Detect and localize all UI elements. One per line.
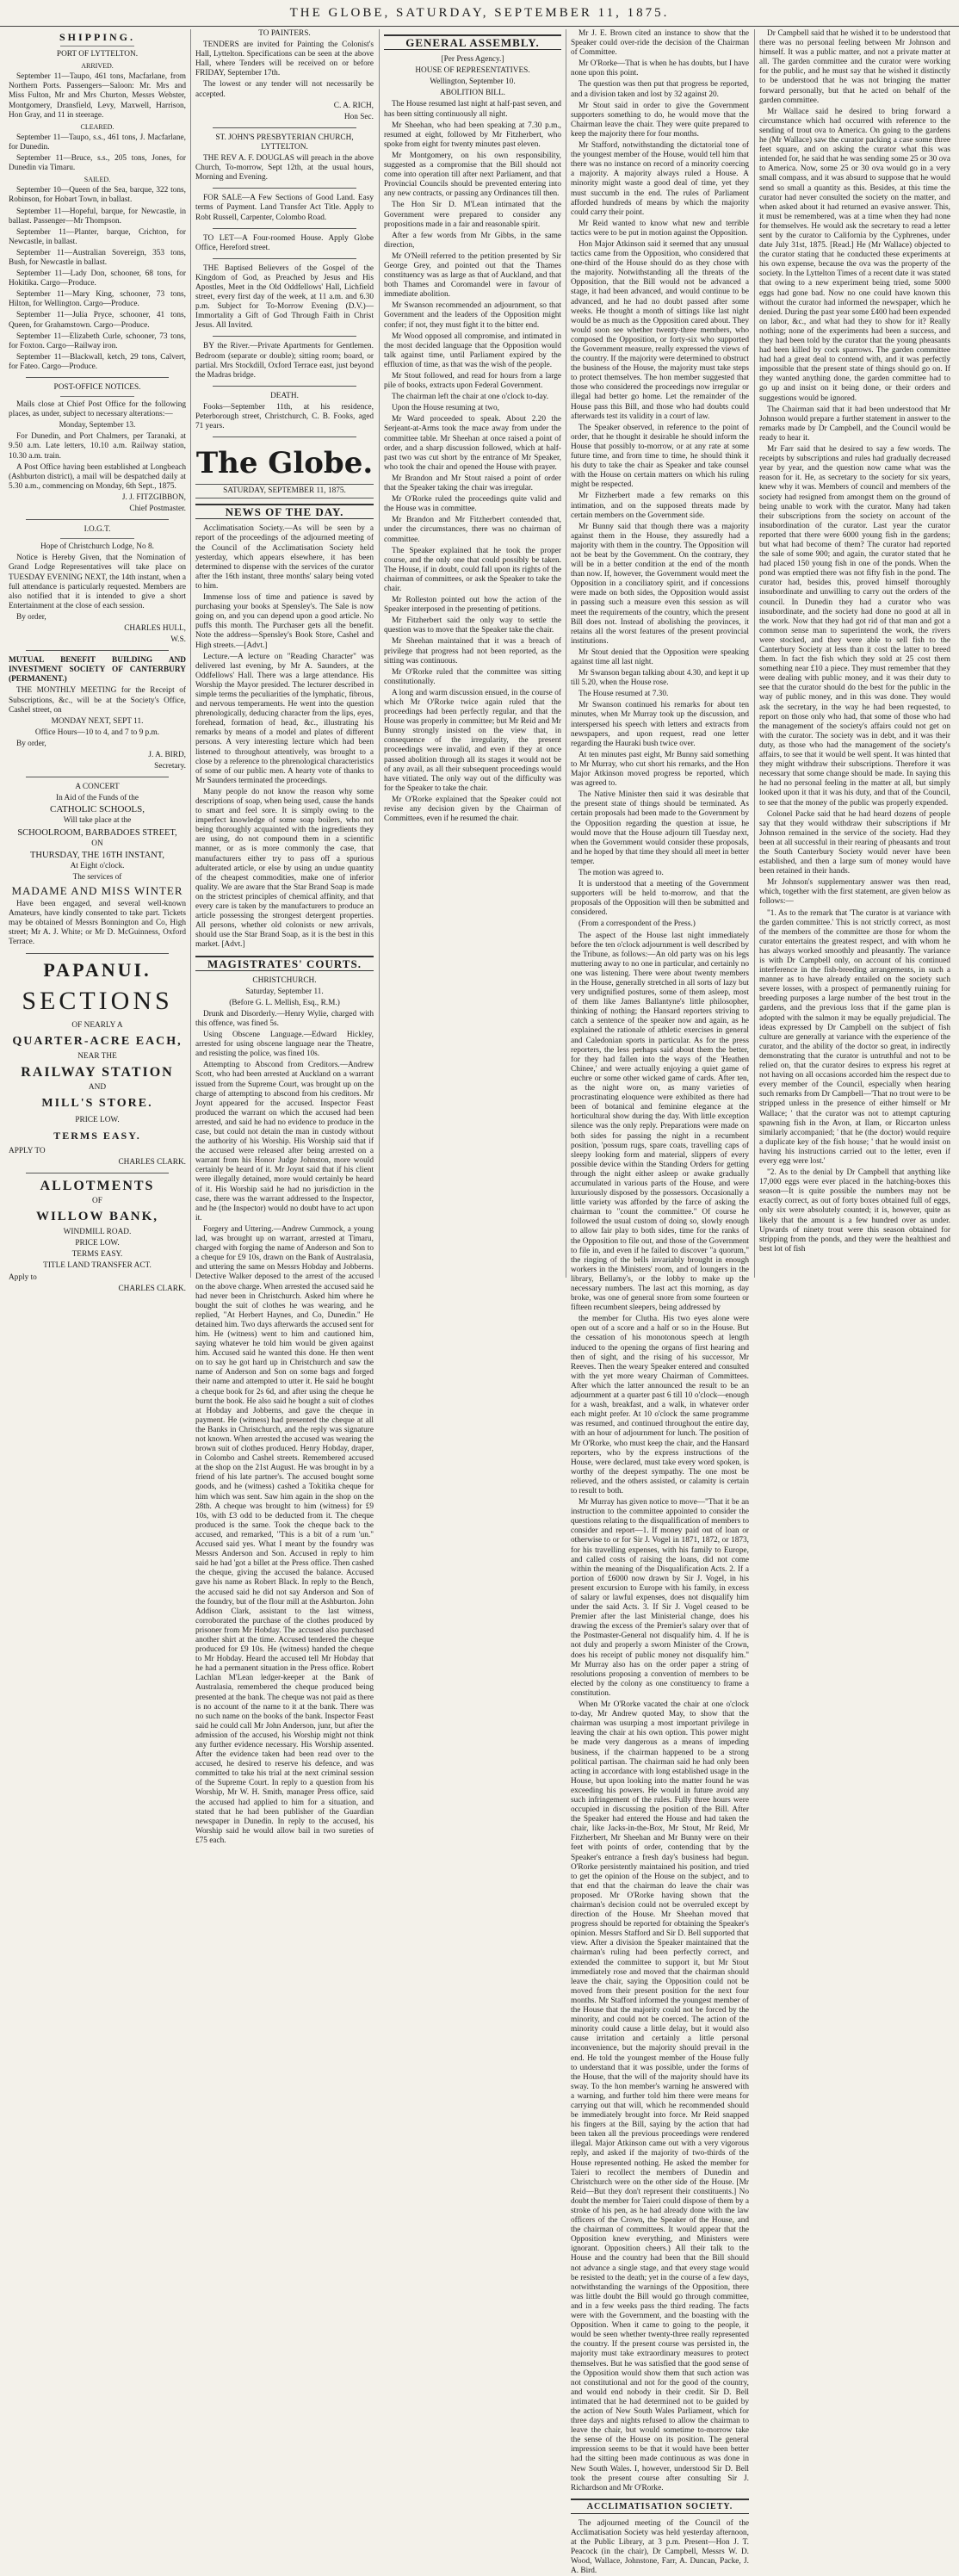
allotments-title: ALLOTMENTS [40,1179,155,1194]
assembly-para: The Speaker explained that he took the proper course, and the only one that could possibly be taken. The House, if in doubt, could fall upon its rights of the chairman of committees, or ask the Speaker to take the chair. [384,546,561,593]
assembly-para: Mr Stafford, notwithstanding the dictatorial tone of the youngest member of the House, would tell him that there was no instance on record of a minority coercing a majority. A majority always ruled a House. A minority might waste a good deal of time, yet they must succumb in the end. The rules of Parliament afforded hundreds of means by which the majority could carry their point. [571,141,749,217]
assembly-para: The House resumed at 7.30. [578,690,669,699]
divider [213,336,356,337]
sections-title: SECTIONS [22,986,173,1015]
assembly-para: Mr Wood opposed all compromise, and intimated in the most decided language that the Opposition would talk against time, until Parliament expired by the effluxion of time, as that was the wish of the people. [384,331,561,369]
concert-line: SCHOOLROOM, BARBADOES STREET, [17,827,177,838]
assembly-para: When Mr O'Rorke vacated the chair at one o'clock to-day, Mr Andrew quoted May, to show that the chairman was usurping a most important privilege in leaving the chair at his own option. This power might be made very dangerous as a means of impeding business, if the chairman happened to be a strong political partisan. The chairman said he had only been acting in accordance with long established usage in the House, but upon looking into the matter found he was exceeding his powers. He would in future avoid any such infringement of the rules. Fully three hours were occupied in discussing the position of the Bill. After the Speaker had entered the House and had taken the chair, like Jacks-in-the-Box, Mr Stout, Mr Reid, Mr Fitzherbert, Mr Sheehan and Mr Bunny were on their feet with points of order, contending that by the Speaker's entrance a fresh day's business had begun. O'Rorke persistently maintained his position, and tried to get the opinion of the House on the subject, and to that end that the chairman do leave the chair was proposed. Mr O'Rorke having shown that the chairman's decision could not be overruled except by direction of the House. Mr Sheehan moved that progress should be reported for obtaining the Speaker's opinion. Messrs Stafford and Sir D. Bell supported that view. After a division the Speaker maintained that the chairman's ruling had been perfectly correct, and extended the committee to support it, but Mr Stout immediately rose and moved that the chairman should leave the chair, saying the Opposition could not be moved from their present position for the next four months. Mr Stafford informed the youngest member of the House that the majority could not be forced by the minority, and could not be coerced. The action of the minority could cause a little delay, but it would also cause irritation and certainly a little personal inconvenience, but the majority should prevail in the end. He told the youngest member of the House fully to understand that it was possible, under the forms of the House, that the will of the majority should have its sway. To the hon member's warning he answered with a warning, and further told him there were means for carrying out that will, which he recommended should be immediately brought into force. Mr Reid snapped his fingers at the Bill, saying by the action that had been taken all the previous proceedings were rendered illegal. Major Atkinson came out with a very vigorous reply, and asked if the majority of two-thirds of the House represented nothing. He asked the member for Taieri to recollect the members of Dunedin and Christchurch were on the other side of the House. [Mr Reid—But they don't represent their constituents.] No doubt the member for Taieri could dispose of them by a stroke of his pen, as he had already done with the law officers of the Crown, the Speaker of the House, and the chairman of committees. It would appear that the Opposition knew everything, and Ministers were ignorant. Opposition cheers.) All their talk to the House and the country had been that the Bill should not advance a single stage, and that every stage would be resisted to the death; yet in the course of a few days, notwithstanding the warnings of the Opposition, there was little doubt the Bill would go through committee, and in a few weeks pass the third reading. The facts were with the Government, and the boasting with the Opposition. When it came to going to the people, it would be seen whether twenty-three really represented the country. If the present course was persisted in, the majority must take extraordinary measures to protect themselves. But he was satisfied that the good sense of the Opposition would show them that such action was not constitutional and not for the good of the country, and would end nobody in their credit. Sir D. Bell intimated that he had determined not to be guided by the action of New South Wales Parliament, which for three days and nights refused to allow the chairman to leave the chair, but would sometime to-morrow take the sense of the House on its position. The general impression seems to be that it would have been better had the sitting been made continuous as was done in New South Wales. I, however, understood Sir D. Bell took the present course after consulting Sir J. Richardson and Mr O'Rorke. [571,1700,749,2492]
acclimatisation-para: "2. As to the denial by Dr Campbell that anything like 17,000 eggs were ever placed in the hatching-boxes this season—It is quite possible the numbers may not be exactly correct, as out of forty boxes obtained full of eggs, only six were absolutely counted; it is, however, quite as likely that the amount is a few hundred over as under. Upwards of ninety trout were this season obtained for stripping from the ponds, and they were the healthiest and best lot of fish [759,1168,950,1254]
assembly-agency: [Per Press Agency.] [441,55,504,65]
concert-line: THURSDAY, THE 16TH INSTANT, [30,850,164,860]
allotments-apply-name: CHARLES CLARK. [118,1284,186,1293]
papanui-title: PAPANUI. [43,958,152,981]
to-let-body: TO LET—A Four-roomed House. Apply Globe Office, Hereford street. [195,233,374,252]
assembly-para: Mr O'Rorke ruled that the committee was sitting constitutionally. [384,667,561,686]
mutual-by-order: By order, [16,739,46,748]
globe-title: The Globe. [195,446,374,481]
news-heading: NEWS OF THE DAY. [195,504,374,519]
assembly-para: Mr Murray has given notice to move—"That it be an instruction to the committee appointed to consider the questions relating to the disqualification of members to consider and report—1. If money paid out of loan or otherwise to or for Sir J. Vogel in 1871, 1872, or 1873, for his travelling expenses, with his family to Europe, and called costs of raising the loans, did not come within the meaning of the Disqualification Acts. 2. If a portion of £6000 now drawn by Sir J. Vogel, in his present excursion to Europe with his family, in excess of salary or lawful expenses, does not disqualify him under the said Acts. 3. If Sir J. Vogel ceased to be Premier after the last Ministerial change, does his drawing the excess of the Premier's salary over that of the Postmaster-General not disqualify him. 4. If he is not duly and properly a sworn Minister of the Crown, does his receipt of public money not disqualify him." Mr Murray also has on the order paper a string of resolutions proposing a convention of members to be elected by the colony as one constituency to frame a constitution. [571,1498,749,1698]
painters-signed: C. A. RICH, [333,101,374,110]
assembly-para: A long and warm discussion ensued, in the course of which Mr O'Rorke twice again ruled that the proceedings had been perfectly regular, and that the House was properly in committee; but Mr Reid and Mr Bunny strongly insisted on the view that, in consequence of the irregularity, the present proceedings were invalid, and even if they at once passed abolition through all its stages it would not be of any avail, as all their subsequent proceedings would have vitiated. The only way out of the difficulty was for the Speaker to take the chair. [384,688,561,793]
acclimatisation-para: Mr Johnson's supplementary answer was then read, which, together with the first statement, are given below as follows:— [759,878,950,907]
divider [213,258,356,259]
assembly-para: Mr Swanson continued his remarks for about ten minutes, when Mr Murray took up the discussion, and interspersed his speech with letters and extracts from newspapers, and upon request, read one letter regarding the Hauraki bush twice over. [571,701,749,748]
acclimatisation-para: Mr Wallace said he desired to bring forward a circumstance which had occurred with reference to the sending of trout ova to America. On going to the gardens he (Mr Wallace) saw the curator packing a case some three feet square, and on asking the curator what this was intended for, he said that he was sending some 25 or 30 ova to America. Now, some 25 or 30 ova would go in a very small compass, and it was absurd to suppose that he would send so small a quantity as this. Besides, at this time the curator had never consulted the society on the matter, and when asked about it had returned an evasive answer. This, it must be remembered, was at a time when they had none for themselves. He would ask the secretary to read a letter sent by the curator to California by the Cyphrenes, under date July 31st, 1875. [Read.] He (Mr Wallace) objected to the curator stating that he conducted these experiments at his own expense, because the ova was the property of the society. In the Lyttelton Times of a recent date it was stated that owing to a new experiment being tried, some 5000 eggs had gone bad. Now no one could have known this without the curator had informed the newspaper, which he denied. During the past year some £400 had been expended on labor, &c., and what had they to show for it? Really nothing; none of the experiments had been a success, and they had been told by the curator that the young pheasants had been killed by cock sparrows. The garden committee had had a great deal to contend with, and it was perfectly impossible that the present state of things should go on. If they wanted anything done, the garden committee had to go up and insist on it being done, or their orders and suggestions would be ignored. [759,107,950,403]
assembly-para: Mr Brandon and Mr Fitzherbert contended that, under the circumstances, there was no chairman of committee. [384,516,561,544]
divider [213,188,356,189]
masthead-title: THE GLOBE, SATURDAY, SEPTEMBER 11, 1875. [289,6,670,20]
assembly-para: Mr O'Rorke—That is when he has doubts, but I have none upon this point. [571,59,749,78]
papanui-apply: APPLY TO [9,1146,46,1155]
column-2 [195,29,374,1845]
death-body: Fooks—September 11th, at his residence, Peterborough street, Christchurch, C. B. Fooks, aged 71 years. [195,402,374,431]
assembly-para: The House resumed last night at half-past seven, and has been sitting continuously all night. [384,100,561,119]
assembly-para: It is understood that a meeting of the Government supporters will be held to-morrow, and that the proposals of the Opposition will then be submitted and considered. [571,880,749,918]
iogt-signed: CHARLES HULL, [124,623,186,633]
assembly-para: Mr Fitzherbert made a few remarks on this intimation, and on the supposed threats made by certain members on the Government side. [571,492,749,520]
baptised-body: THE Baptised Believers of the Gospel of the Kingdom of God, as Preached by Jesus and His Apostles, Meet in the Old Oddfellows' Hall, Lichfield street, every first day of the week, at 11 a.m. and 6.30 p.m. Subject for To-Morrow Evening (D.V.)—Immortality a Gift of God Through Faith in Christ Jesus. All Invited. [195,263,374,331]
assembly-para: The Native Minister then said it was desirable that the present state of things should be terminated. As certain proposals had been made to the Government by the Opposition regarding the question at issue, he would move that the House adjourn till Tuesday next, when the Government would consider these proposals, and he hoped by that time they should all meet in better temper. [571,790,749,866]
papanui-line: NEAR THE [77,1051,117,1061]
assembly-para: Upon the House resuming at two, [392,404,499,413]
assembly-para: The question was then put that progress be reported, and a division taken and lost by 32 against 20. [571,80,749,99]
news-para: Many people do not know the reason why some descriptions of soap, when being used, cause the hands to smart and feel sore. It is simply owing to the imperfect knowledge of some soap boilers, who not being thoroughly acquainted with the ingredients they are using, do not compound them in a scientific manner, or as is more commonly the case, that manufacturers either try to pass off a spurious adulterated article, or else by using an undue quantity of the cheapest commodities, make one of inferior quality. We are aware that the Star Brand Soap is made on the strictest principles of chemical affinity, and that every care is taken by the manufacturers to produce an article possessing the strongest detergent properties. All persons, whether old colonists or new arrivals, should use the Star Brand Soap, as it is the best in this market. [Advt.] [195,787,374,950]
assembly-para: After a few words from Mr Gibbs, in the same direction, [384,231,561,250]
papanui-line: AND [88,1082,107,1092]
concert-heading: A CONCERT [75,783,120,792]
assembly-para: Mr Rolleston pointed out how the action of the Speaker interposed in the presenting of petitions. [384,596,561,615]
assembly-para: Mr Bunny said that though there was a majority against them in the House, they assuredly had a majority with them in the country. The Opposition will not be beat by the Government. On the contrary, they will be in a better condition at the end of the month than now. If, however, the Government would meet the Opposition in a conciliatory spirit, and if concessions were made on both sides, the Opposition would assist in passing such a measure even this session as will meet the requirements of the country, which the present Bill does not. Instead of abolishing the provinces, it retains all the worst features of the present provincial institutions. [571,522,749,646]
column-3 [384,29,561,1283]
allotments-road: WINDMILL ROAD. [63,1228,132,1237]
assembly-para: Mr Stout denied that the Opposition were speaking against time all last night. [571,647,749,666]
acclimatisation-para: The Chairman said that it had been understood that Mr Johnson would prepare a further statement in answer to the remarks made by Dr Campbell, and the Council would be ready to hear it. [759,405,950,443]
allotments-terms: TERMS EASY. [71,1250,123,1260]
concert-line: At Eight o'clock. [70,861,125,870]
iogt-body: Notice is Hereby Given, that the Nomination of Grand Lodge Representatives will take place on TUESDAY EVENING NEXT, the 14th instant, when a full attendance is particularly requested. Members are also notified that it is intended to give a short Entertainment at the close of each session. [9,554,186,610]
assembly-para: The chairman left the chair at one o'clock to-day. [392,393,549,402]
concert-line: ON [91,839,103,848]
divider [26,650,169,651]
divider [60,538,134,539]
concert-line: CATHOLIC SCHOOLS, [49,804,145,815]
concert-line: The services of [72,872,122,882]
allotments-willow: WILLOW BANK, [35,1210,159,1224]
assembly-body [384,100,561,824]
arrived-entry: September 11—Taupo, 461 tons, Macfarlane, from Northern Ports. Passengers—Saloon: Mr. Mrs and Miss Fulton, Mr and Mrs Churton, Messrs Webster, Montgomery, Dransfield, Levy, Maxwell, Harrison, Hon Gray, and 11 in steerage. [9,72,186,120]
for-sale-body: FOR SALE—A Few Sections of Good Land. Easy terms of Payment. Land Transfer Act Title. Apply to Robt Russell, Carpenter, Colombo Road. [195,194,374,222]
mutual-title: Secretary. [154,762,186,771]
assembly-para: The aspect of the House last night immediately before the ten o'clock adjournment is well described by the Tribune, as follows:—An old party was on his legs muttering away to no one in particular, and certainly no one was listening. There were about twenty members in the House, generally stretched in all sorts of lazy but very undignified postures, some of them asleep, most of them like James Ballantyne's little philosopher, thinking of nothing; the Hansard reporters striving to catch a sentence of the speaker now and again, as he explained the rationale of athletic exercises in general and Caledonian sports in particular. As for the press reporters, the less perhaps said about them the better, for they had fallen into the ways of the 'Heathen Chinee,' and were actually enjoying a quiet game of euchre or some other wicked game of cards. After ten, as the night wore on, as many varieties of procrastinating eloquence were exhibited as there had been of botanical and feminine elegance at the horticultural show during the day. With little exception silence was the only reply. Preparations were made on both sides for passing the night in a recumbent position, 'possum rugs, spare coats, travelling caps of sleepy looking form and material, slippers of every possible device within the Standing Orders for getting through the night either asleep or awake gradually accumulated in various parts of the House, and were luxuriously disposed by the possessors. Occasionally a little variety was afforded by the farce of asking the chairman to "count the committee." Of course he followed the usual custom of doing so, slowly enough to allow fair play to both sides, time for the ranks of the Opposition to file out, and those of the Government to file in, and even if he failed to discover "a quorum," the ringing of the bells invariably brought in enough workers in the Ministers' room, and of loungers in the library, Bellamy's, or the lobby to make up the necessary numbers. The last act this morning, as day broke, was one of general snore from some fourteen or fifteen recumbent sleepers, being addressed by [571,931,749,1313]
iogt-title: W.S. [170,635,186,645]
allotments-title-act: TITLE LAND TRANSFER ACT. [43,1261,152,1271]
assembly-subhead: ABOLITION BILL. [440,89,505,98]
papanui-mills: MILL'S STORE. [41,1096,153,1110]
magistrates-bench: (Before G. L. Mellish, Esq., R.M.) [229,998,340,1007]
death-heading: DEATH. [270,391,299,400]
painters-title: Hon Sec. [343,112,374,121]
painters-body: The lowest or any tender will not necessarily be accepted. [195,80,374,99]
port-heading: PORT OF LYTTELTON. [56,50,139,59]
assembly-para: Mr Sheehan, who had been speaking at 7.30 p.m., resumed at eight, followed by Mr Fitzherbert, who spoke from eight for twenty minutes past eleven. [384,121,561,149]
divider [213,127,356,128]
river-body: BY the River.—Private Apartments for Gentlemen. Bedroom (separate or double); sitting room; board, or partial. Mrs Stockdill, Oxford Terrace east, just beyond the Madras bridge. [195,342,374,380]
mutual-signed: J. A. BIRD, [148,751,186,759]
church-heading: ST. JOHN'S PRESBYTERIAN CHURCH, LYTTELTON. [215,133,354,152]
masthead [0,0,959,27]
sailed-entry: September 11—Planter, barque, Crichton, for Newcastle, in ballast. [9,227,186,246]
column-5 [759,29,950,1283]
assembly-house: HOUSE OF REPRESENTATIVES. [415,66,530,76]
acclimatisation-para: Colonel Packe said that he had heard dozens of people say that they would withdraw their subscriptions if Mr Johnson remained in the service of the society. Had they been at all successful in their rearing of pheasants and trout the South Canterbury Society would never have been established, and then a large sum of money would have been retained in their hands. [759,809,950,876]
papanui-terms: TERMS EASY. [53,1129,141,1142]
assembly-para: The motion was agreed to. [578,868,664,877]
iogt-lodge: Hope of Christchurch Lodge, No 8. [40,542,154,552]
column-1 [9,29,186,1293]
assembly-para: Mr O'Neill referred to the petition presented by Sir George Grey, and pointed out that the Thames constituency was as large as that of Auckland, and that both Thames and Coromandel were in favour of immediate abolition. [384,251,561,300]
acclimatisation-para: Dr Campbell said that he wished it to be understood that there was no personal feeling between Mr Johnson and himself. It was a public matter, and not a private matter at all. The garden committee and the curator were working for the public, and he must say that he wished it distinctly to be understood that he was not bringing the matter forward personally, but that he acted on behalf of the garden committee. [759,29,950,105]
assembly-para: At ten minutes past eight, Mr Bunny said something to Mr Murray, who cut short his remarks, and the Hon Major Atkinson moved progress be reported, which was agreed to. [571,750,749,789]
concert-line: Will take place at the [63,816,132,826]
post-office-day: Monday, September 13. [59,421,136,430]
allotments-price: PRICE LOW. [75,1239,120,1248]
allotments-line: OF [92,1197,102,1206]
assembly-para: Mr Sheehan maintained that it was a breach of privilege that progress had not been reported, as the sitting was continuous. [384,637,561,666]
assembly-para: Mr Stout said in order to give the Government supporters something to do, he would move that the Chairman leave the chair. They were quite prepared to keep the majority there for four months. [571,101,749,139]
post-office-signed-title: Chief Postmaster. [129,505,186,514]
sailed-entry: September 11—Lady Don, schooner, 68 tons, for Hokitika. Cargo—Produce. [9,269,186,288]
mutual-body: THE MONTHLY MEETING for the Receipt of Subscriptions, &c., will be at the Society's Office, Cashel street, on [9,686,186,715]
arrived-label: ARRIVED. [81,62,114,71]
shipping-heading: SHIPPING. [59,31,135,43]
mutual-heading: MUTUAL BENEFIT BUILDING AND INVESTMENT SOCIETY OF CANTERBURY (PERMANENT.) [9,656,186,684]
assembly-para: Mr Montgomery, on his own responsibility, suggested as a compromise that the Bill should not come into operation till after next Parliament, and that Provincial Councils should be prevented entering into any new contracts, or passing any Ordinances till then. [384,151,561,199]
magistrates-court: CHRISTCHURCH. [252,975,317,985]
allotments-apply: Apply to [9,1273,37,1282]
divider [213,228,356,229]
assembly-para: (From a correspondent of the Press.) [578,920,696,929]
magistrates-para: Drunk and Disorderly.—Henry Wylie, charged with this offence, was fined 5s. [195,1009,374,1028]
iogt-by-order: By order, [16,612,46,622]
iogt-heading: I.O.G.T. [84,525,111,535]
globe-dateline: SATURDAY, SEPTEMBER 11, 1875. [195,484,374,498]
painters-body: TENDERS are invited for Painting the Colonist's Hall, Lyttelton. Specifications can be seen at the above Hall, where Tenders will be received on or before FRIDAY, September 17th. [195,40,374,78]
assembly-para: Mr Reid wanted to know what new and terrible tactics were to be put in motion against the Opposition. [571,219,749,238]
divider [26,519,169,520]
assembly-para: Mr J. E. Brown cited an instance to show that the Speaker could over-ride the decision of the Chairman of Committee. [571,29,749,58]
mutual-hours: Office Hours—10 to 4, and 7 to 9 p.m. [34,728,160,737]
assembly-para: the member for Clutha. His two eyes alone were open out of a score and a half or so in the House. But the cessation of his monotonous speech at length induced to the opening the organs of first hearing and then of sight, and the rising of his successor, Mr Reeves. Then the weary Speaker entered and consulted with the yet more weary Chairman of Committees. After which the latter announced the result to be an adjournment at a quarter past 6 till 10 o'clock—enough for a wash, breakfast, and a walk, in whatever order each might prefer. At 10 o'clock the same programme was resumed, and continued throughout the entire day, with an hour of adjournment for lunch. The position of Mr O'Rorke, who must keep the chair, and the Hansard reporters, who by the express instructions of the House, were declared, must take every word spoken, is worthy of the deepest sympathy. The one most be relieved, and the others assisted, or calamity is certain to result to both. [571,1315,749,1495]
concert-body: Have been engaged, and several well-known Amateurs, have kindly consented to take part. Tickets may be obtained of Messrs Bonnington and Co, High street; Mr A. J. White; or Mr D. McGuinness, Oxford Terrace. [9,900,186,947]
assembly-dateline: Wellington, September 10. [430,77,516,87]
assembly-para: Mr O'Rorke ruled the proceedings quite valid and the House was in committee. [384,495,561,514]
magistrates-para: Using Obscene Language.—Edward Hickley, arrested for using obscene language near the Theatre, and resisting the police, was fined 10s. [195,1031,374,1059]
assembly-body-continued [571,29,749,2493]
assembly-para: Mr Swanson recommended an adjournment, so that Government and the leaders of the Opposition might confer; if not, they must fight it to the bitter end. [384,301,561,330]
column-rule [379,29,380,1278]
papanui-railway: RAILWAY STATION [21,1064,174,1080]
divider [26,953,169,954]
acclimatisation-body: The adjourned meeting of the Council of the Acclimatisation Society was held yesterday afternoon, at the Public Library, at 3 p.m. Present—Hon J. T. Peacock (in the chair), Dr Campbell, Messrs W. D. Wood, Wallace, Johnstone, Farr, A. Duncan, Packe, J. A. Bird. [571,2518,749,2576]
concert-line: In Aid of the Funds of the [55,794,139,803]
assembly-para: Mr Fitzherbert said the only way to settle the question was to move that the Speaker take the chair. [384,616,561,635]
papanui-price: PRICE LOW. [75,1115,120,1124]
papanui-apply-name: CHARLES CLARK. [118,1157,186,1167]
column-4 [571,29,749,2576]
assembly-para: The Speaker observed, in reference to the point of order, that he thought it desirable he should inform the House that possibly to-morrow, or at any rate at some future time, and from time to time, he should think it his duty to take the chair as Speaker and take counsel with the House on certain matters on which his ruling might be respected. [571,423,749,490]
church-body: THE REV A. F. DOUGLAS will preach in the above Church, To-morrow, Sept 12th, at the usual hours, Morning and Evening. [195,154,374,183]
assembly-para: Mr Stout followed, and read for hours from a large pile of books, extracts upon Federal Government. [384,372,561,391]
acclimatisation-para: Mr Farr said that he desired to say a few words. The receipts by subscriptions and rules had gradually decreased year by year, and the question now came what was the reason for it. He, as secretary to the society for six years, knew why it was. Members of council and members of the society had resigned from amongst them on the ground of being unable to work with the curator. Many had taken their subscriptions from the society on account of the insubordination of the curator. Last year the curator reported that there were 6000 young fish in the gardens; but what had become of them? The curator had reported the sale of some 900; and again, the curator stated that he had placed 150 young fish in one of the ponds. When the pond was emptied there was not fifty fish in the pond. The curator had, besides this, proved himself thoroughly insubordinate and unwilling to carry out the orders of the council. In Dunedin they had a curator who was insubordinate, and the society had done no good at all in the work. Now that they had got rid of that man and got a common sense man to superintend the work, the rivers were stocked, and they were able to sell fish to the Canterbury Society at less than it cost the latter to breed them. In fact the fish which they sold at 25 cost them something near £10 a piece. They must remember that they were dealing with public money, and it was their duty to see that the curator should do the best for the public in the way of public money, and in this was done. They would ask the secretary, in the way he had been requested, to report on those only who had, that some of those who had the management of the society's affairs could not get on with the curator. The society was in debt, and it was their duty, as those who had the management of the society's affairs, to see that it would be well spent. It was hinted that they might withdraw their subscriptions. Therefore it was necessary that some change should be made. In saying this he had no personal feeling in the matter at all, but simply looked upon it that it was his duty, and that of the Council, to see that the money of the public was properly expended. [759,445,950,808]
assembly-para: Mr O'Rorke explained that the Speaker could not revise any decision given by the Chairman of Committees, even if he resumed the chair. [384,795,561,824]
sailed-entry: September 11—Elizabeth Curle, schooner, 73 tons, for Foxton. Cargo—Railway iron. [9,331,186,350]
column-rule [754,29,755,1278]
post-office-body: A Post Office having been established at Longbeach (Ashburton district), a mail will be despatched daily at 5.30 a.m., commencing on Monday, 6th Sept., 1875. [9,462,186,491]
post-office-heading: POST-OFFICE NOTICES. [53,383,141,392]
magistrates-para: Forgery and Uttering.—Andrew Cummock, a young lad, was brought up on warrant, arrested at Timaru, charged with forging the name of Anderson and Son to a cheque for £9 10s, drawn on the Bank of Australasia, and uttering the same on Messrs Hobday and Jobberns. Detective Walker deposed to the arrest of the accused on the above charge. When arrested the accused said he had never been in Christchurch. Asked him where he bought the suit of clothes he was wearing, and he replied, "At Herbert Haynes, and Co, Dunedin." He detained him. Two days afterwards the accused sent for him. He (witness) went to him and cautioned him, saying whatever he told him would be given against him. Accused said he wanted this done. He then went on to say he got hard up in Christchurch and saw the name of Anderson and Son on some bags and forged their name and attempted to utter it. He said he bought a cheque book for 2s 6d, and after using the cheque he burnt the book. He also said he bought a suit of clothes at Hobday and Jobberns, and gave the cheque in payment. He (witness) had presented the cheque at all the Banks in Christchurch, and the reply was signature not known. When arrested the accused was wearing the brown suit of clothes produced. Henry Hobday, draper, in Colombo and Cashel streets. Remembered accused at the shop on the 21st August. He was brought in by a friend of his late partner's. The accused bought some goods, and he (witness) cashed a Tokitika cheque for him which was sent. Saw him again in the shop on the 28th. A cheque was brought to him (witness) for £9 10s, with £3 odd to be deducted from it. The cheque produced is the same. Took the cheque back to the accused, and remarked, "This is a bit of a rum 'un." Accused said yes. What I meant by the foundry was Messrs Anderson and Son. Accused in reply to him said he had 'got a billet at the Press office. Then cashed the cheque, giving the accused the balance. Accused gave his name as Robert Black. In reply to the Bench, the accused said he did not say Anderson and Son of the foundry, but of the flour mill at the Ashburton. John Addison Clark, assistant to the last witness, corroborated the purchase of the clothes produced by prisoner from Mr Hobday. The accused also purchased another shirt at the time. Accused tendered the cheque produced for £9 10s. He (witness) handed the cheque to Mr Hobday. Heard the accused tell Mr Hobday that he had a permanent situation in the Press office. Robert Lachlan M'Lean ledger-keeper at the Bank of Australasia, remembered the cheque produced being presented at the bank. The cheque was not paid as there is no account of the name to it at the bank. There was no such name on the books of the bank. Inspector Feast said he could call Mr John Anderson, junr, but after the admission of the accused, his Worship might not think any further evidence necessary. His Worship assented. After the evidence taken had been read over to the accused, he desired to reserve his defence, and was committed to take his trial at the next criminal session of the Supreme Court. In reply to a question from his Worship, Mr W. H. Smith, manager Press office, said the accused had applied to him for a situation, and stated that he had been publisher of the Guardian newspaper in Dunedin. In reply to the accused, his Worship said he would allow bail in two sureties of £75 each. [195,1224,374,1845]
news-para: Immense loss of time and patience is saved by purchasing your books at Spensley's. The Sale is now going on, and you can depend upon a good article. No puffs this month. The Purchaser gets all the benefit. Note the address—Spensley's Book Store, Cashel and High streets.—[Advt.] [195,593,374,650]
papanui-quarter: QUARTER-ACRE EACH, [12,1034,183,1048]
assembly-para: Mr Brandon and Mr Stout raised a point of order that the Speaker taking the chair was irregular. [384,474,561,493]
sailed-entry: September 11—Hopeful, barque, for Newcastle, in ballast. Passenger—Mr Thompson. [9,207,186,226]
assembly-para: The Hon Sir D. M'Lean intimated that the Government were prepared to consider any propositions made in a fair and reasonable spirit. [384,201,561,229]
post-office-signed: J. J. FITZGIBBON, [121,492,186,502]
magistrates-para: Attempting to Abscond from Creditors.—Andrew Scott, who had been arrested at Auckland on a warrant issued from the Supreme Court, was brought up on the charge of attempting to abscond from his creditors. Mr Joynt appeared for the accused. Inspector Feast produced the warrant on which the accused had been arrested, and said he had no evidence to produce in the case, but could not detain the man in custody without the authority of his Worship. His Worship said that if the accused were released after being arrested on a warrant from his Honor Judge Johnston, more would certainly be heard of it. Mr Joynt said that if his client were illegally detained, more would certainly be heard of it. His Worship said he had no jurisdiction in the case, there was the warrant addressed to the Inspector, and he (the Inspector) would no doubt have to act upon it. [195,1061,374,1223]
post-office-intro: Mails close at Chief Post Office for the following places, as under, subject to necessary alterations:— [9,400,186,419]
news-para: Lecture.—A lecture on "Reading Character" was delivered last evening, by Mr A. Saunders, at the Oddfellows' Hall. There was a large attendance. His Worship the Mayor presided. The lecturer described in simple terms the peculiarities of the lymphatic, fibrous, and nervous temperaments. He went into the question phrenologically, deducing character from the lips, eyes, forehead, formation of head, &c., illustrating his remarks by means of a model and plates of different persons. A very interesting lecture which had been listened to throughout attentively, was brought to a close by a reference to the phrenological characteristics of some of our public men. A hearty vote of thanks to Mr Saunders terminated the proceedings. [195,652,374,785]
news-para: Acclimatisation Society.—As will be seen by a report of the proceedings of the adjourned meeting of the Council of the Acclimatisation Society held yesterday, which appears elsewhere, it has been determined to dispense with the services of the curator after the 16th instant, three months' salary being voted to him. [195,524,374,591]
post-office-body: For Dunedin, and Port Chalmers, per Taranaki, at 9.50 a.m. Late letters, 10.10 a.m. Railway station, 10.30 a.m. train. [9,432,186,461]
sailed-entry: September 10—Queen of the Sea, barque, 322 tons, Robinson, for Hobart Town, in ballast. [9,186,186,205]
sailed-entry: September 11—Mary King, schooner, 73 tons, Hilton, for Wellington. Cargo—Produce. [9,290,186,309]
cleared-entry: September 11—Taupo, s.s., 461 tons, J. Macfarlane, for Dunedin. [9,133,186,152]
acclimatisation-heading: ACCLIMATISATION SOCIETY. [571,2499,749,2514]
mutual-date: MONDAY NEXT, SEPT 11. [51,716,144,726]
divider [26,377,169,378]
cleared-label: CLEARED. [80,122,114,131]
assembly-para: Mr Swanson began talking about 4.30, and kept it up till 5.20, when the House rose. [571,669,749,688]
assembly-body-continued [759,29,950,1254]
magistrates-heading: MAGISTRATES' COURTS. [195,956,374,971]
sailed-entry: September 11—Blackwall, ketch, 29 tons, Calvert, for Fateo. Cargo—Produce. [9,352,186,371]
divider [60,396,134,397]
divider [213,386,356,387]
sailed-entry: September 11—Australian Sovereign, 353 tons, Bush, for Newcastle in ballast. [9,248,186,267]
column-rule [190,29,191,1278]
assembly-para: Hon Major Atkinson said it seemed that any unusual tactics came from the Opposition, who considered that one-third of the House should do as they chose with the majority. Notwithstanding all the threats of the Opposition, that the Bill would not be advanced a stage, it had been advanced, and would continue to be advanced, and he had no doubt passed after some weeks. He thought a month of sittings like last night would be as much as the Opposition cared about. They would soon see whether twenty-three members, who composed the Opposition, or forty-six who supported the Government measure, really expressed the views of the country. If the majority were determined to obstruct the business of the House, the majority must take steps to protect themselves. The hon member suggested that those who considered the proceedings now irregular or illegal had better go home. Let the remainder of the House pass this Bill, and those who had doubts could afterwards test its validity in a court of law. [571,239,749,421]
concert-names: MADAME AND MISS WINTER [11,884,183,898]
assembly-heading: GENERAL ASSEMBLY. [384,34,561,50]
painters-heading: TO PAINTERS. [258,29,311,38]
sailed-entry: September 11—Julia Pryce, schooner, 41 tons, Queen, for Grahamstown. Cargo—Produce. [9,311,186,330]
acclimatisation-para: "1. As to the remark that 'The curator is at variance with the garden committee.' This is not strictly correct, as most of the members of the committee are those for whom the curator entertains the greatest respect, and with whom he has always worked smoothly and pleasantly. The variance is with Dr Campbell only, on account of his continued interference in the fish-breeding arrangements, in such a manner as to have already entailed on the society such severe losses, with a prospect of permanently ruining for breeding purposes a large number of the best trout in the gardens, and the previous loss that if the game plan is adopted with the salmon it may be equally prejudicial. The ideas expressed by Dr Campbell on the subject of fish culture are generally at variance with the experience of the curator, and the ability of the doctor so great, in indirectly demonstrating that the curator is untruthful and not to be relied on, that the curator desires to express his regret at not having on all occasions accorded him the respect due to every member of the Council, especially when hearing such remarks from Dr Campbell—'That no trout were to be stripped unless in the presence of either himself or Mr Wallace; ' that the curator was not to attempt capturing spawning fish in the Avon, at Ilam, or Riccarton unless similarly accompanied; ' that he (the doctor) would require a duplicate key of the fish house; ' that he would insist on having his instructions carried out to the letter, even if every egg were lost.' [759,908,950,1166]
sailed-label: SAILED. [84,176,111,184]
cleared-entry: September 11—Bruce, s.s., 205 tons, Jones, for Dunedin via Timaru. [9,154,186,173]
magistrates-date: Saturday, September 11. [245,987,324,996]
assembly-para: Mr Ward proceeded to speak. About 2.20 the Serjeant-at-Arms took the mace away from under the committee table. Mr Sheehan at once raised a point of order, and a sharp discussion followed, which at half-past two was cut short by the entrance of Mr Speaker, who took the chair and opened the House with prayer. [384,415,561,472]
papanui-line: OF NEARLY A [71,1020,123,1030]
